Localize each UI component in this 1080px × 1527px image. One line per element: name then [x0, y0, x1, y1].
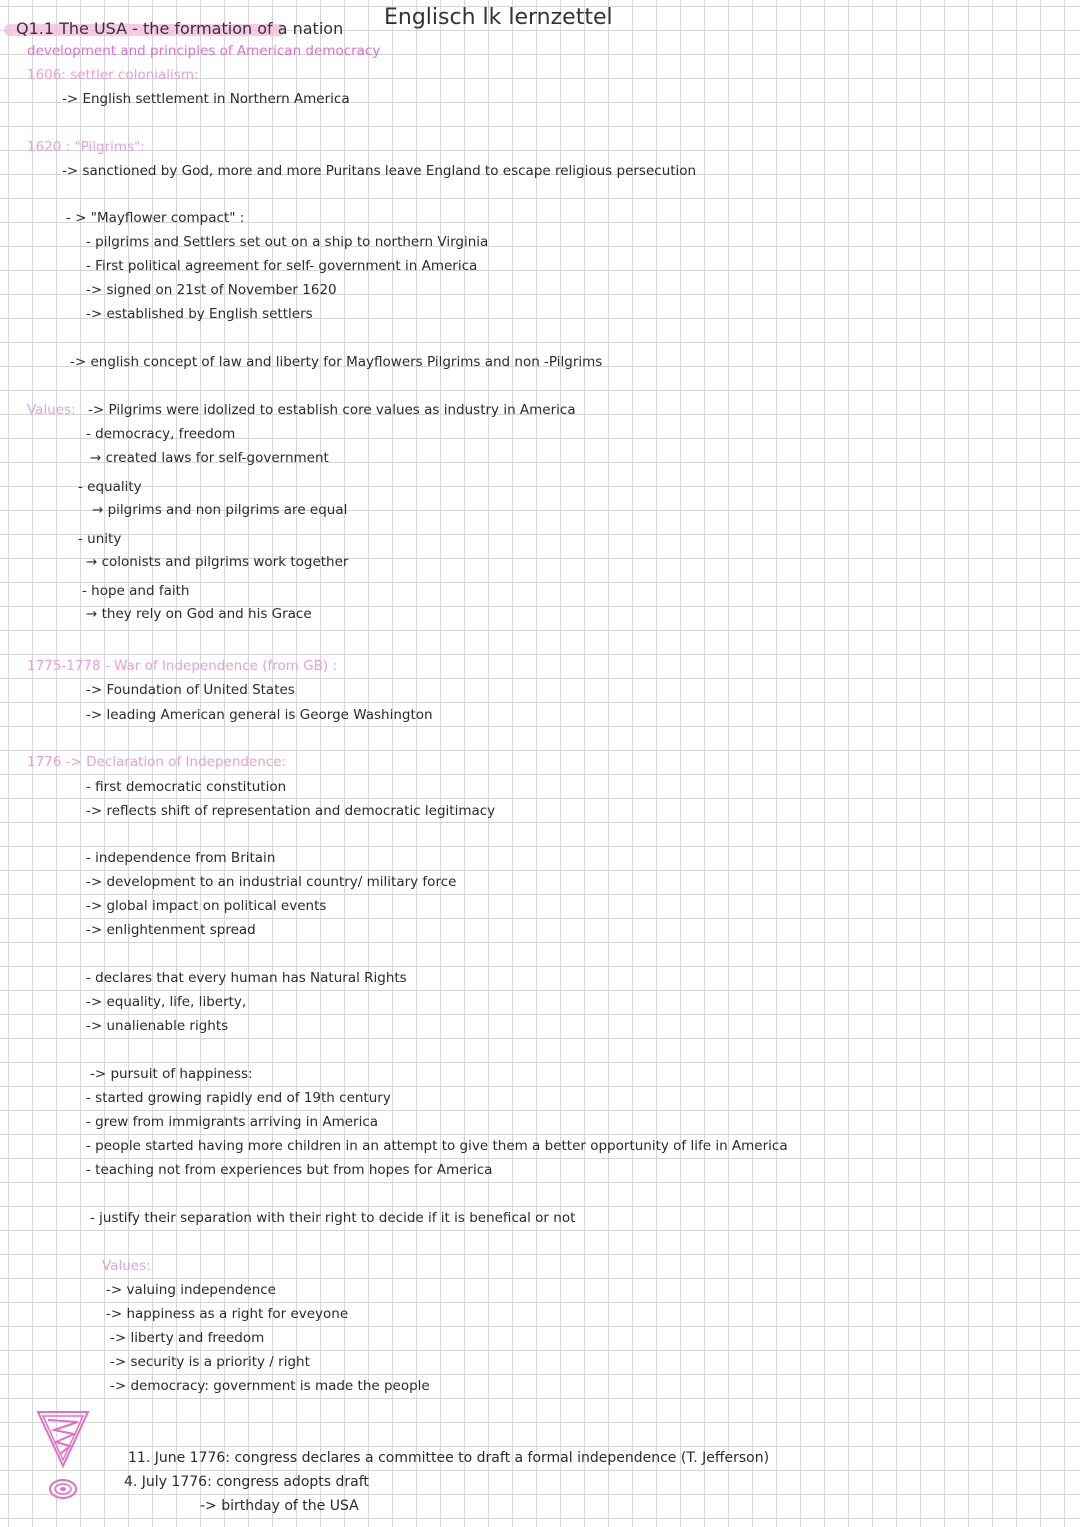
note-line: -> development to an industrial country/ military force [86, 874, 457, 890]
page-title: Englisch lk lernzettel [384, 5, 613, 30]
note-line: -> sanctioned by God, more and more Puritans leave England to escape religious persecution [62, 163, 697, 179]
section-subheading: development and principles of American democracy [27, 43, 381, 59]
note-line: -> equality, life, liberty, [86, 994, 247, 1010]
note-line: - teaching not from experiences but from hopes for America [86, 1162, 493, 1178]
note-line: - independence from Britain [86, 850, 276, 866]
note-line: -> Foundation of United States [86, 682, 295, 698]
note-line: → pilgrims and non pilgrims are equal [92, 502, 348, 518]
note-line: → they rely on God and his Grace [86, 606, 312, 622]
note-line: 11. June 1776: congress declares a committee to draft a formal independence (T. Jefferson) [128, 1450, 770, 1466]
note-line: → created laws for self-government [90, 450, 329, 466]
note-line: -> established by English settlers [86, 306, 313, 322]
warning-triangle-icon [34, 1408, 94, 1504]
note-line: - grew from immigrants arriving in America [86, 1114, 379, 1130]
year-1776: 1776 -> Declaration of Independence: [27, 754, 287, 770]
note-line: -> happiness as a right for eveyone [106, 1306, 349, 1322]
note-line: - democracy, freedom [86, 426, 236, 442]
note-line: 4. July 1776: congress adopts draft [124, 1474, 369, 1490]
values-label: Values: [102, 1258, 151, 1274]
note-line: - first democratic constitution [86, 779, 287, 795]
note-line: -> birthday of the USA [200, 1498, 359, 1514]
note-line: -> pursuit of happiness: [90, 1066, 253, 1082]
note-line: -> enlightenment spread [86, 922, 256, 938]
note-line: - equality [78, 479, 142, 495]
note-line: - > "Mayflower compact" : [66, 210, 245, 226]
note-line: - declares that every human has Natural Rights [86, 970, 407, 986]
note-line: -> reflects shift of representation and democratic legitimacy [86, 803, 496, 819]
note-line: - pilgrims and Settlers set out on a ship to northern Virginia [86, 234, 489, 250]
note-line: - justify their separation with their right to decide if it is benefical or not [90, 1210, 576, 1226]
note-line: - started growing rapidly end of 19th century [86, 1090, 391, 1106]
note-line: -> valuing independence [106, 1282, 276, 1298]
note-line: - unity [78, 531, 122, 547]
note-line: - First political agreement for self- government in America [86, 258, 478, 274]
note-line: -> Pilgrims were idolized to establish core values as industry in America [88, 402, 576, 418]
note-line: -> unalienable rights [86, 1018, 229, 1034]
note-line: -> signed on 21st of November 1620 [86, 282, 337, 298]
note-line: -> global impact on political events [86, 898, 327, 914]
year-1775: 1775-1778 - War of Independence (from GB) : [27, 658, 338, 674]
note-line: -> leading American general is George Washington [86, 707, 433, 723]
note-line: - people started having more children in an attempt to give them a better opportunity of life in America [86, 1138, 788, 1154]
note-line: -> English settlement in Northern America [62, 91, 350, 107]
note-line: -> english concept of law and liberty for Mayflowers Pilgrims and non -Pilgrims [70, 354, 603, 370]
year-1606: 1606: settler colonialism: [27, 67, 199, 83]
note-line: -> democracy: government is made the people [110, 1378, 430, 1394]
year-1620: 1620 : "Pilgrims": [27, 139, 145, 155]
note-line: → colonists and pilgrims work together [86, 554, 349, 570]
section-heading: Q1.1 The USA - the formation of a nation [16, 19, 344, 38]
note-line: -> liberty and freedom [110, 1330, 265, 1346]
note-line: -> security is a priority / right [110, 1354, 310, 1370]
values-label: Values: [27, 402, 76, 418]
note-line: - hope and faith [82, 583, 190, 599]
